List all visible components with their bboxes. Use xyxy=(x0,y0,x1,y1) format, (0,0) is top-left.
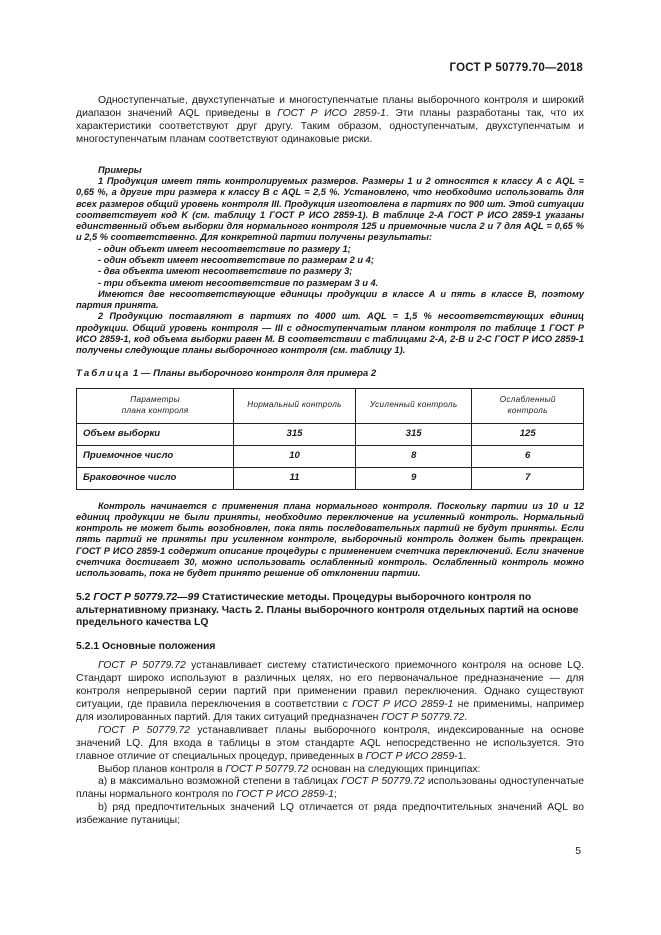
standard-reference: ГОСТ Р 50779.72—99 xyxy=(93,591,200,603)
standard-reference: ГОСТ Р 50779.72 xyxy=(381,711,465,723)
row-label: Браковочное число xyxy=(77,467,234,489)
standard-reference: ГОСТ Р ИСО 2859-1 xyxy=(277,107,386,119)
page-content xyxy=(76,95,584,828)
standard-reference: ГОСТ Р 50779.72 xyxy=(98,724,190,736)
row-label: Приемочное число xyxy=(77,445,234,467)
table-header-cell xyxy=(355,388,472,423)
body-text: использованы одноступенчатые планы нормального контроля по xyxy=(76,776,584,801)
intro-paragraph xyxy=(76,95,584,147)
header-text: Параметры плана контроля xyxy=(121,395,189,415)
examples-heading: Примеры xyxy=(98,164,142,175)
example-2: 2 Продукцию поставляют в партиях по 4000 шт. AQL = 1,5 % несоответствующих единиц продукции. Общий уровень контроля — III с одноступенчатым планом контроля по таблице 1 ГОСТ Р ИСО 2859-1, код объема выборки равен M. В соответствии с таблицами 2-А, 2-В и 2-С ГОСТ Р ИСО 2859-1 получены следующие планы выборочного контроля (см. таблицу 1). xyxy=(76,311,584,356)
table-header-cell xyxy=(234,388,356,423)
table-header-cell xyxy=(472,388,584,423)
body-text: устанавливает систему статистического приемочного контроля на основе LQ. Стандарт широко используют в различных целях, но его первоначальное предназначение — для контроля непрерывной серии партий при применении правил переключения. Однако существуют ситуации, где правила переключения в соответствии с xyxy=(76,660,584,710)
table-cell: 7 xyxy=(472,467,584,489)
body-text: основан на следующих принципах: xyxy=(308,763,481,775)
example-1-result: Имеются две несоответствующие единицы продукции в классе А и пять в классе В, поэтому партия принята. xyxy=(76,288,584,311)
table-cell: 125 xyxy=(472,423,584,445)
standard-reference: ГОСТ Р ИСО 2859-1 xyxy=(236,789,334,801)
body-paragraph xyxy=(76,660,584,725)
standard-reference: ГОСТ Р ИСО 2859-1 xyxy=(351,699,454,710)
section-number: 5.2 xyxy=(76,591,94,603)
standard-reference: ГОСТ Р 50779.72 xyxy=(98,660,186,672)
table-header-cell xyxy=(77,388,234,423)
standard-reference: ГОСТ Р 50779.72 xyxy=(225,763,309,775)
section-5-2-1-body xyxy=(76,660,584,828)
table-row xyxy=(77,467,584,489)
standard-reference: ГОСТ Р 50779.72 xyxy=(341,776,425,788)
table-cell: 315 xyxy=(234,423,356,445)
body-text: . xyxy=(464,711,468,723)
body-text: a) в максимально возможной степени в таблицах xyxy=(98,776,342,788)
standard-reference: ГОСТ Р ИСО 2859 xyxy=(365,750,455,762)
section-5-2-heading xyxy=(76,592,584,631)
table-caption-text: 1 — Планы выборочного контроля для примера 2 xyxy=(130,367,377,379)
header-text: Усиленный контроль xyxy=(369,400,458,410)
example-1-item: - три объекта имеют несоответствие по размерам 3 и 4. xyxy=(98,277,379,288)
sampling-plans-table xyxy=(76,388,584,490)
table-cell: 11 xyxy=(234,467,356,489)
body-text: ; xyxy=(333,789,337,801)
table-row xyxy=(77,445,584,467)
body-paragraph xyxy=(76,764,584,777)
table-commentary xyxy=(76,501,584,580)
table-row xyxy=(77,423,584,445)
row-label: Объем выборки xyxy=(77,423,234,445)
document-header-code: ГОСТ Р 50779.70—2018 xyxy=(449,62,583,74)
body-text: не применимы, например для изолированных партий. Для таких ситуаций предназначен xyxy=(76,699,584,723)
body-paragraph xyxy=(76,776,584,802)
section-5-2-1-heading: 5.2.1 Основные положения xyxy=(76,641,216,653)
table-header-row xyxy=(77,388,584,423)
example-1-item: - один объект имеет несоответствие по размерам 2 и 4; xyxy=(98,255,374,265)
body-text: Выбор планов контроля в xyxy=(98,763,226,775)
section-title-text: Статистические методы. Процедуры выборочного контроля по альтернативному признаку. Часть 2. Планы выборочного контроля отдельных партий на основе предельного качества LQ xyxy=(76,591,579,629)
header-text: Ослабленный контроль xyxy=(499,395,556,415)
example-1-item: - один объект имеет несоответствие по размеру 1; xyxy=(98,243,351,254)
intro-text: . Эти планы разработаны так, что их характеристики соответствуют друг другу. Таким образом, одноступенчатым, двухступенчатым и многоступенчатым планам соответствуют одинаковые риски. xyxy=(76,107,584,145)
table-cell: 8 xyxy=(355,445,472,467)
table-cell: 9 xyxy=(355,467,472,489)
table-cell: 6 xyxy=(472,445,584,467)
page-number: 5 xyxy=(575,846,581,857)
table-caption-word: Таблица xyxy=(76,367,131,379)
table-caption xyxy=(76,368,584,381)
intro-text: Одноступенчатые, двухступенчатые и многоступенчатые планы выборочного контроля и широкий диапазон значений AQL приведены в xyxy=(76,95,584,119)
header-text: Нормальный контроль xyxy=(247,400,342,410)
table-cell: 315 xyxy=(355,423,472,445)
body-text: -1. xyxy=(454,750,467,762)
example-1-intro: 1 Продукция имеет пять контролируемых размеров. Размеры 1 и 2 относятся к классу А с AQL = 0,65 %, а другие три размера к классу В с AQL = 2,5 %. Установлено, что необходимо использовать для всех размеров общий уровень контроля III. Продукция изготовлена в партиях по 900 шт. Этой ситуации соответствует код K (см. таблицу 1 ГОСТ Р ИСО 2859-1). В таблице 2-А ГОСТ Р ИСО 2859-1 указаны единственный объем выборки для нормального контроля 125 и приемочные числа 2 и 7 для AQL = 0,65 % и 2,5 % соответственно. Для конкретной партии получены результаты: xyxy=(76,175,584,243)
table-cell: 10 xyxy=(234,445,356,467)
body-text: устанавливает планы выборочного контроля, индексированные на основе значений LQ. Для входа в таблицы в этом стандарте AQL непосредственно не используется. Это главное отличие от специальных процедур, приведенных в xyxy=(76,724,585,762)
example-1-item: - два объекта имеют несоответствие по размеру 3; xyxy=(98,266,353,277)
examples-block xyxy=(76,165,584,357)
table-commentary-text: Контроль начинается с применения плана нормального контроля. Поскольку партии из 10 и 12 единиц продукции не были приняты, необходимо переключение на усиленный контроль. Нормальный контроль не может быть возобновлен, пока пять последовательных партий не будут приняты. Если пять партий не приняты при усиленном контроле, выборочный контроль должен быть прекращен. ГОСТ Р ИСО 2859-1 содержит описание процедуры с применением счетчика переключений. Если значение счетчика достигает 30, можно использовать ослабленный контроль. Ослабленный контроль можно использовать, пока не будет принято решение об отклонении партии. xyxy=(76,500,584,579)
body-paragraph xyxy=(76,725,584,764)
body-paragraph: b) ряд предпочтительных значений LQ отличается от ряда предпочтительных значений AQL во избежание путаницы; xyxy=(76,802,584,827)
